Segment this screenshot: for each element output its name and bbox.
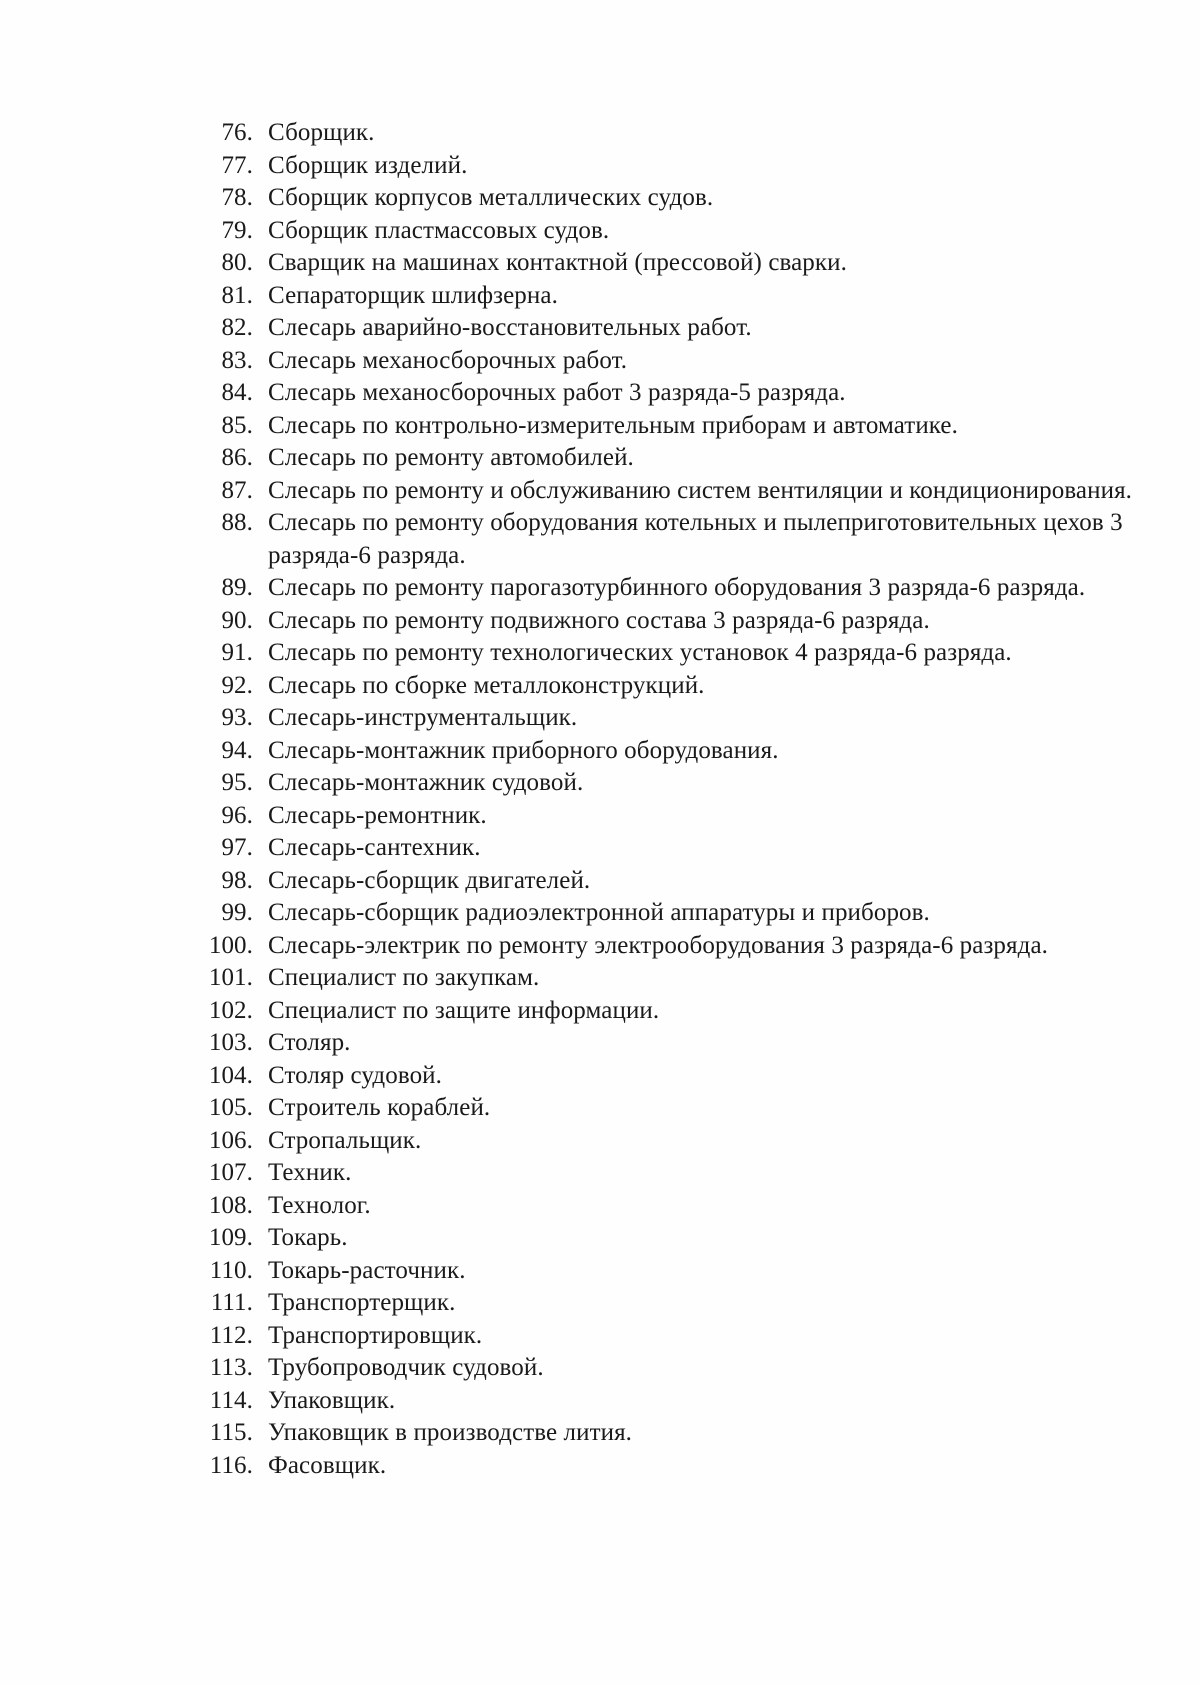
list-item — [205, 215, 1135, 248]
list-item — [205, 735, 1135, 768]
item-text: Сборщик. — [268, 119, 375, 146]
item-text: Слесарь по контрольно-измерительным приборам и автоматике. — [268, 411, 958, 439]
item-number: 94. — [221, 736, 253, 764]
item-text: Слесарь-сборщик радиоэлектронной аппаратуры и приборов. — [268, 899, 930, 926]
item-text: Слесарь по ремонту оборудования котельных и пылеприготовительных цехов 3 разряда-6 разряда. — [268, 509, 1123, 569]
item-number: 90. — [221, 606, 253, 634]
list-item — [205, 410, 1135, 443]
list-item — [205, 1255, 1135, 1288]
item-text: Сварщик на машинах контактной (прессовой) сварки. — [268, 249, 847, 276]
item-number: 105. — [208, 1094, 253, 1121]
item-number: 89. — [221, 574, 253, 601]
list-item — [205, 1450, 1135, 1483]
item-number: 80. — [221, 249, 253, 276]
item-text: Сборщик изделий. — [268, 151, 468, 179]
item-text: Сборщик корпусов металлических судов. — [268, 184, 714, 211]
item-text: Упаковщик. — [268, 1386, 396, 1414]
item-number: 116. — [209, 1451, 253, 1479]
item-number: 79. — [221, 216, 253, 244]
list-item — [205, 1385, 1135, 1418]
item-number: 110. — [209, 1256, 253, 1284]
item-number: 100. — [208, 931, 253, 959]
item-number: 78. — [221, 184, 253, 211]
item-number: 81. — [221, 281, 253, 309]
item-text: Строитель кораблей. — [268, 1094, 491, 1121]
item-text: Слесарь по ремонту автомобилей. — [268, 444, 634, 471]
item-text: Слесарь по ремонту технологических установок 4 разряда-6 разряда. — [268, 639, 1012, 666]
item-number: 92. — [221, 671, 253, 699]
item-text: Слесарь по сборке металлоконструкций. — [268, 671, 705, 699]
item-number: 115. — [209, 1419, 253, 1446]
list-item — [205, 930, 1135, 963]
list-item — [205, 1092, 1135, 1125]
item-text: Слесарь-инструментальщик. — [268, 704, 578, 731]
item-text: Технолог. — [268, 1191, 371, 1219]
numbered-list — [205, 117, 1135, 1482]
item-text: Столяр. — [268, 1029, 351, 1056]
item-number: 104. — [208, 1061, 253, 1089]
item-text: Столяр судовой. — [268, 1061, 443, 1089]
item-number: 114. — [209, 1386, 253, 1414]
list-item — [205, 1417, 1135, 1450]
list-item — [205, 312, 1135, 345]
item-number: 77. — [221, 151, 253, 179]
item-text: Упаковщик в производстве лития. — [268, 1419, 633, 1446]
item-number: 102. — [208, 996, 253, 1024]
item-number: 85. — [221, 411, 253, 439]
list-item — [205, 345, 1135, 378]
list-item — [205, 1027, 1135, 1060]
list-item — [205, 117, 1135, 150]
item-text: Слесарь аварийно-восстановительных работ. — [268, 314, 752, 341]
item-text: Специалист по защите информации. — [268, 996, 660, 1024]
list-item — [205, 247, 1135, 280]
list-item — [205, 897, 1135, 930]
item-number: 109. — [208, 1224, 253, 1251]
item-number: 111. — [210, 1289, 253, 1316]
item-number: 101. — [208, 964, 253, 991]
list-item — [205, 605, 1135, 638]
list-item — [205, 280, 1135, 313]
list-item — [205, 832, 1135, 865]
item-text: Слесарь по ремонту парогазотурбинного оборудования 3 разряда-6 разряда. — [268, 574, 1086, 601]
item-number: 99. — [221, 899, 253, 926]
list-item — [205, 475, 1135, 508]
item-text: Специалист по закупкам. — [268, 964, 540, 991]
item-number: 83. — [221, 346, 253, 374]
list-item — [205, 800, 1135, 833]
item-text: Слесарь по ремонту подвижного состава 3 разряда-6 разряда. — [268, 606, 930, 634]
list-item — [205, 182, 1135, 215]
list-item — [205, 962, 1135, 995]
list-item — [205, 767, 1135, 800]
list-item — [205, 1320, 1135, 1353]
item-text: Слесарь-монтажник судовой. — [268, 769, 584, 796]
list-item — [205, 150, 1135, 183]
list-item — [205, 865, 1135, 898]
item-text: Сепараторщик шлифзерна. — [268, 281, 558, 309]
item-number: 87. — [221, 476, 253, 504]
list-item — [205, 1287, 1135, 1320]
list-item — [205, 1157, 1135, 1190]
item-number: 98. — [221, 866, 253, 894]
item-number: 76. — [221, 119, 253, 146]
item-text: Токарь-расточник. — [268, 1256, 466, 1284]
item-number: 93. — [221, 704, 253, 731]
item-number: 97. — [221, 834, 253, 861]
item-text: Слесарь механосборочных работ 3 разряда-5 разряда. — [268, 379, 846, 406]
list-item — [205, 1352, 1135, 1385]
list-item — [205, 572, 1135, 605]
item-number: 107. — [208, 1159, 253, 1186]
item-text: Слесарь-сборщик двигателей. — [268, 866, 591, 894]
item-text: Транспортерщик. — [268, 1289, 456, 1316]
item-text: Слесарь механосборочных работ. — [268, 346, 628, 374]
list-item — [205, 995, 1135, 1028]
item-text: Фасовщик. — [268, 1451, 387, 1479]
list-item — [205, 507, 1135, 572]
item-number: 108. — [208, 1191, 253, 1219]
item-text: Транспортировщик. — [268, 1321, 483, 1349]
item-number: 95. — [221, 769, 253, 796]
list-item — [205, 1060, 1135, 1093]
list-item — [205, 1125, 1135, 1158]
list-item — [205, 1190, 1135, 1223]
item-text: Слесарь-сантехник. — [268, 834, 481, 861]
item-text: Слесарь-монтажник приборного оборудования. — [268, 736, 779, 764]
item-number: 112. — [209, 1321, 253, 1349]
item-number: 86. — [221, 444, 253, 471]
item-number: 82. — [221, 314, 253, 341]
item-text: Слесарь-электрик по ремонту электрооборудования 3 разряда-6 разряда. — [268, 931, 1048, 959]
list-item — [205, 377, 1135, 410]
item-number: 103. — [208, 1029, 253, 1056]
item-number: 96. — [221, 801, 253, 829]
item-text: Токарь. — [268, 1224, 348, 1251]
item-text: Сборщик пластмассовых судов. — [268, 216, 610, 244]
list-item — [205, 637, 1135, 670]
item-number: 84. — [221, 379, 253, 406]
list-item — [205, 442, 1135, 475]
item-text: Техник. — [268, 1159, 352, 1186]
item-text: Трубопроводчик судовой. — [268, 1354, 544, 1381]
item-text: Слесарь по ремонту и обслуживанию систем вентиляции и кондиционирования. — [268, 476, 1133, 504]
list-item — [205, 1222, 1135, 1255]
item-number: 113. — [209, 1354, 253, 1381]
item-number: 88. — [221, 509, 253, 536]
item-number: 106. — [208, 1126, 253, 1154]
list-item — [205, 702, 1135, 735]
item-text: Слесарь-ремонтник. — [268, 801, 487, 829]
list-item — [205, 670, 1135, 703]
item-text: Стропальщик. — [268, 1126, 422, 1154]
item-number: 91. — [221, 639, 253, 666]
